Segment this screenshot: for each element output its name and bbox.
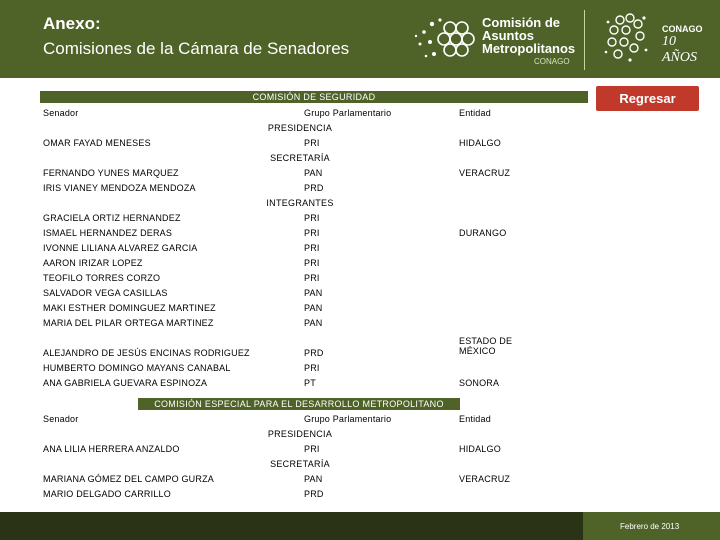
- table-row-party: PAN: [304, 168, 323, 178]
- seguridad-role-integrantes: INTEGRANTES: [266, 198, 334, 208]
- table-row-party: PT: [304, 378, 316, 388]
- table-row-state: VERACRUZ: [459, 474, 511, 484]
- table-row-state: VERACRUZ: [459, 168, 511, 178]
- desarrollo-role-presidencia: PRESIDENCIA: [267, 429, 333, 439]
- conago-logo: [600, 10, 712, 70]
- page-title-line1: Anexo:: [43, 14, 101, 33]
- table-row-name: HUMBERTO DOMINGO MAYANS CANABAL: [43, 363, 231, 373]
- table-row-state: DURANGO: [459, 228, 507, 238]
- table-row-party: PRD: [304, 348, 324, 358]
- table-row-name: MARIANA GÓMEZ DEL CAMPO GURZA: [43, 474, 214, 484]
- table-row-name: ANA GABRIELA GUEVARA ESPINOZA: [43, 378, 208, 388]
- table-row-name: OMAR FAYAD MENESES: [43, 138, 151, 148]
- table-row-party: PRI: [304, 228, 320, 238]
- table-row-name: ISMAEL HERNANDEZ DERAS: [43, 228, 173, 238]
- table-row-party: PRI: [304, 243, 320, 253]
- desarrollo-header-entidad: Entidad: [459, 414, 491, 424]
- regresar-button[interactable]: Regresar: [596, 86, 699, 111]
- desarrollo-header-grupo: Grupo Parlamentario: [304, 414, 392, 424]
- table-row-party: PRI: [304, 444, 320, 454]
- seguridad-role-secretaria: SECRETARÍA: [270, 153, 330, 163]
- table-row-party: PAN: [304, 288, 323, 298]
- table-row-party: PRI: [304, 273, 320, 283]
- table-row-name: MARIA DEL PILAR ORTEGA MARTINEZ: [43, 318, 214, 328]
- seguridad-header-senador: Senador: [43, 108, 79, 118]
- table-row-name: GRACIELA ORTIZ HERNANDEZ: [43, 213, 181, 223]
- table-row-party: PAN: [304, 318, 323, 328]
- footer-bar: [0, 512, 720, 540]
- desarrollo-header-senador: Senador: [43, 414, 79, 424]
- table-row-name: MARIO DELGADO CARRILLO: [43, 489, 171, 499]
- header-banner: [0, 0, 720, 78]
- logo-text-line3: Metropolitanos: [482, 41, 576, 56]
- tree-emblem-icon: [600, 10, 658, 68]
- table-row-name: AARON IRIZAR LOPEZ: [43, 258, 143, 268]
- logo-text-line1: Comisión de: [482, 15, 561, 30]
- table-row-name: IVONNE LILIANA ALVAREZ GARCIA: [43, 243, 198, 253]
- page-title-line2: Comisiones de la Cámara de Senadores: [43, 39, 350, 58]
- table-row-name: SALVADOR VEGA CASILLAS: [43, 288, 168, 298]
- table-row-party: PAN: [304, 474, 323, 484]
- comision-logo: [410, 12, 580, 68]
- table-row-name: ANA LILIA HERRERA ANZALDO: [43, 444, 180, 454]
- table-row-state: HIDALGO: [459, 444, 501, 454]
- table-row-state: SONORA: [459, 378, 500, 388]
- desarrollo-role-secretaria: SECRETARÍA: [270, 459, 330, 469]
- seguridad-role-presidencia: PRESIDENCIA: [267, 123, 333, 133]
- desarrollo-section-title: COMISIÓN ESPECIAL PARA EL DESARROLLO METROPOLITANO: [138, 398, 460, 410]
- table-row-party: PRI: [304, 138, 320, 148]
- table-row-party: PRI: [304, 213, 320, 223]
- table-row-state: ESTADO DE MÉXICO: [459, 336, 513, 356]
- logo-text-line2: Asuntos: [482, 28, 534, 43]
- table-row-name: MAKI ESTHER DOMINGUEZ MARTINEZ: [43, 303, 216, 313]
- table-row-name: ALEJANDRO DE JESÚS ENCINAS RODRIGUEZ: [43, 348, 250, 358]
- table-row-party: PAN: [304, 303, 323, 313]
- seguridad-header-grupo: Grupo Parlamentario: [304, 108, 392, 118]
- table-row-state: HIDALGO: [459, 138, 501, 148]
- seguridad-header-entidad: Entidad: [459, 108, 491, 118]
- conago-label: CONAGO: [662, 24, 703, 34]
- table-row-party: PRI: [304, 258, 320, 268]
- hexagon-cluster-icon: [410, 14, 476, 66]
- footer-date: Febrero de 2013: [620, 522, 680, 531]
- logo-text-line4: CONAGO: [534, 57, 570, 66]
- table-row-name: FERNANDO YUNES MARQUEZ: [43, 168, 179, 178]
- seguridad-section-title: COMISIÓN DE SEGURIDAD: [40, 91, 588, 103]
- header-divider: [584, 10, 585, 70]
- conago-anniversary-label: 10 AÑOS: [662, 34, 697, 65]
- table-row-name: IRIS VIANEY MENDOZA MENDOZA: [43, 183, 196, 193]
- table-row-party: PRI: [304, 363, 320, 373]
- table-row-party: PRD: [304, 183, 324, 193]
- table-row-name: TEOFILO TORRES CORZO: [43, 273, 161, 283]
- table-row-party: PRD: [304, 489, 324, 499]
